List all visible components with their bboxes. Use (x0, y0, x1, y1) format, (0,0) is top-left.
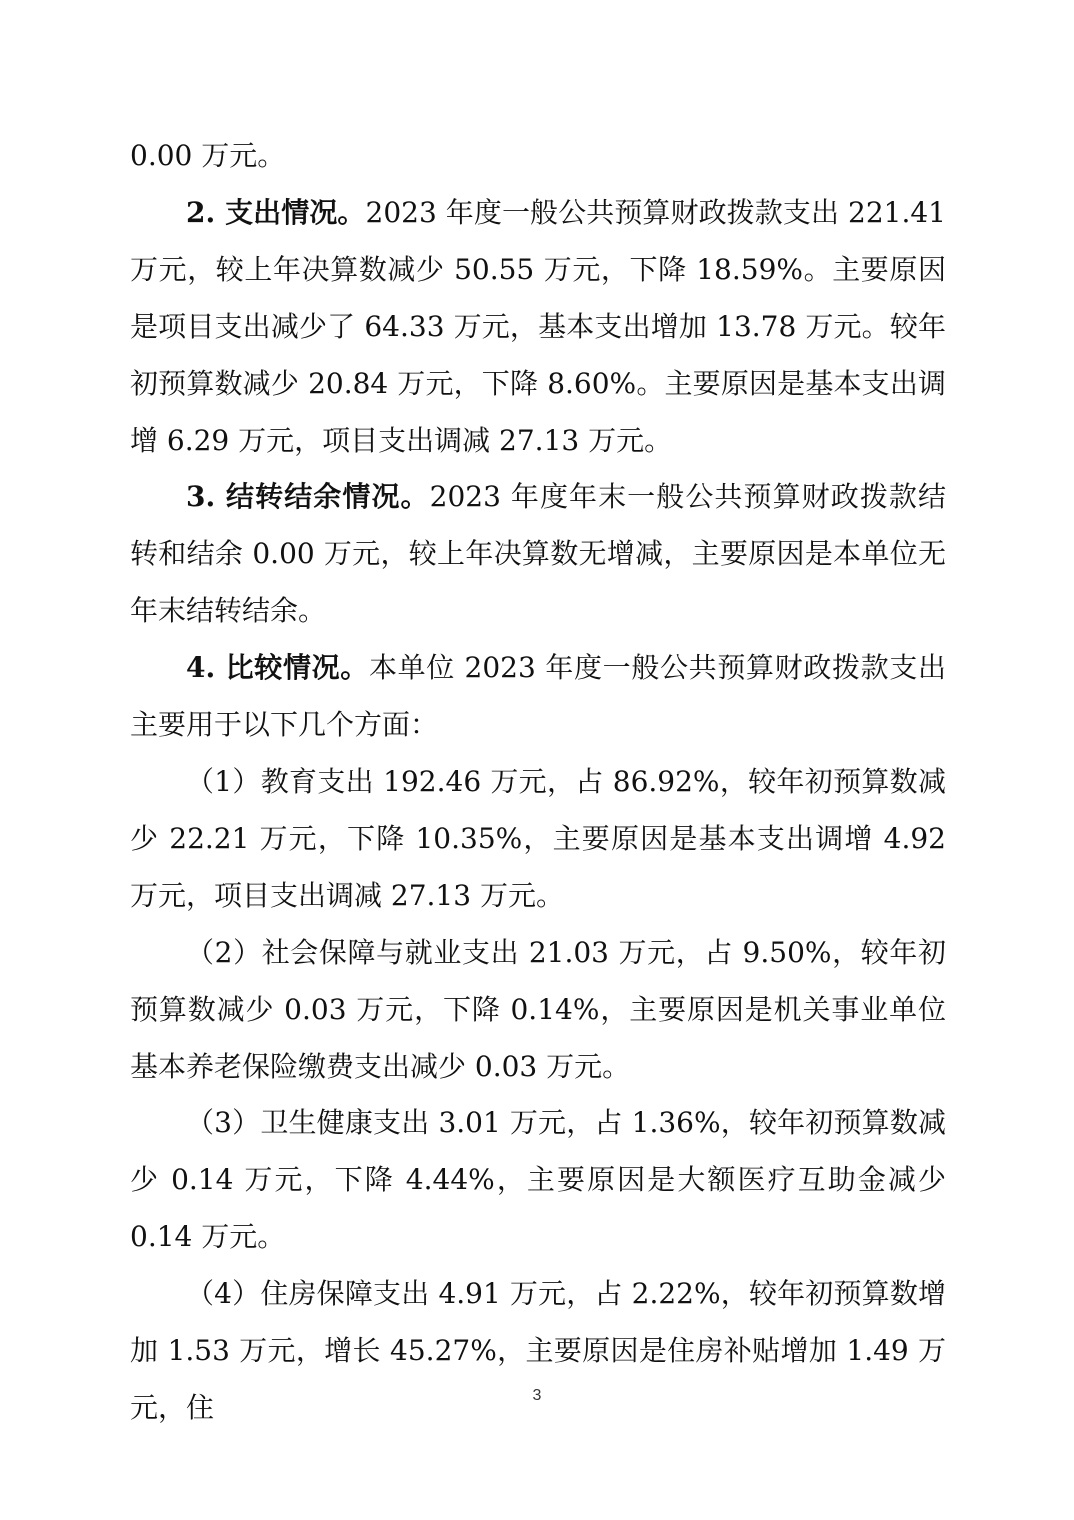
paragraph-social-security: （2）社会保障与就业支出 21.03 万元，占 9.50%，较年初预算数减少 0.03 万元，下降 0.14%，主要原因是机关事业单位基本养老保险缴费支出减少 0.03 万元。 (130, 935, 946, 1083)
paragraph-health: （3）卫生健康支出 3.01 万元，占 1.36%，较年初预算数减少 0.14 万元，下降 4.44%，主要原因是大额医疗互助金减少 0.14 万元。 (130, 1106, 946, 1254)
text-expenditure: 2023 年度一般公共预算财政拨款支出 221.41 万元，较上年决算数减少 50.55 万元，下降 18.59%。主要原因是项目支出减少了 64.33 万元，基本支出增加 13.78 万元。较年初预算数减少 20.84 万元，下降 8.60%。主要原因是基本支出调增 6.29 万元，项目支出调减 27.13 万元。 (130, 195, 946, 457)
paragraph-continuation: 0.00 万元。 (130, 139, 286, 172)
paragraph-carryover (130, 469, 946, 640)
paragraph-education: （1）教育支出 192.46 万元，占 86.92%，较年初预算数减少 22.21 万元，下降 10.35%，主要原因是基本支出调增 4.92 万元，项目支出调减 27.13 万元。 (130, 764, 946, 912)
text-comparison: 本单位 2023 年度一般公共预算财政拨款支出主要用于以下几个方面： (130, 651, 946, 742)
text-carryover: 2023 年度年末一般公共预算财政拨款结转和结余 0.00 万元，较上年决算数无增减，主要原因是本单位无年末结转结余。 (130, 480, 946, 628)
paragraph-expenditure (130, 185, 946, 470)
heading-comparison: 4. 比较情况。 (186, 651, 369, 685)
paragraph-comparison (130, 640, 946, 754)
heading-carryover: 3. 结转结余情况。 (186, 480, 430, 514)
page-number: 3 (532, 1387, 542, 1404)
paragraph-housing: （4）住房保障支出 4.91 万元，占 2.22%，较年初预算数增加 1.53 万元，增长 45.27%，主要原因是住房补贴增加 1.49 万元，住 (130, 1277, 946, 1424)
heading-expenditure: 2. 支出情况。 (186, 195, 366, 229)
document-body (130, 128, 946, 1437)
